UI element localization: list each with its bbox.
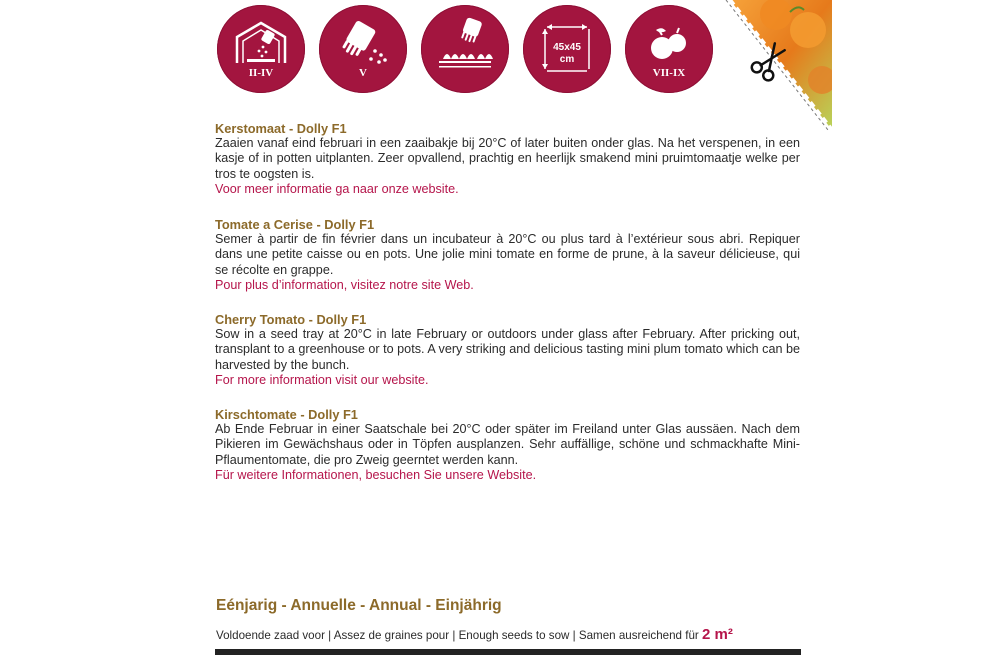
sowing-indoors-icon	[217, 5, 305, 93]
section-title: Cherry Tomato - Dolly F1	[215, 312, 367, 327]
corner-photo-cutline	[690, 0, 832, 135]
section-title: Kirschtomate - Dolly F1	[215, 407, 358, 422]
section-dutch	[215, 121, 800, 198]
sowing-indoors-label: II-IV	[248, 67, 274, 79]
section-english	[215, 312, 800, 389]
spacing-line1: 45x45	[553, 42, 581, 53]
website-link[interactable]: For more information visit our website.	[215, 373, 429, 388]
section-french	[215, 217, 800, 294]
section-title: Tomate a Cerise - Dolly F1	[215, 217, 375, 232]
bottom-bar	[215, 649, 801, 655]
spacing-icon	[523, 5, 611, 93]
annual-label: Eénjarig - Annuelle - Annual - Einjährig	[216, 597, 502, 614]
planting-out-icon	[421, 5, 509, 93]
section-body: Zaaien vanaf eind februari in een zaaibakje bij 20°C of later buiten onder glas. Na het verspenen, in een kasje of in potten uitplanten. Zeer opvallend, prachtig en heerlijk smakend mini pruimtomaatje welke per tros te oogsten is.	[215, 136, 800, 181]
website-link[interactable]: Pour plus d’information, visitez notre site Web.	[215, 278, 474, 293]
section-title: Kerstomaat - Dolly F1	[215, 121, 347, 136]
website-link[interactable]: Für weitere Informationen, besuchen Sie unsere Website.	[215, 468, 537, 483]
section-body: Ab Ende Februar in einer Saatschale bei 20°C oder später im Freiland unter Glas aussäen. Nach dem Pikieren im Gewächshaus oder in Töpfen ausplanzen. Sehr auffällige, schöne und schmackhafte Mini-Pflaumentomate, die pro Zweig geerntet werden kann.	[215, 422, 800, 467]
sowing-outdoors-icon	[319, 5, 407, 93]
section-body: Semer à partir de fin février dans un incubateur à 20°C ou plus tard à l’extérieur sous abri. Repiquer dans une petite caisse ou en pots. Une jolie mini tomate en forme de prune, à la saveur délicieuse, qui se récolte en grappe.	[215, 232, 800, 277]
seeds-text: Voldoende zaad voor | Assez de graines pour | Enough seeds to sow | Samen ausreichend für	[216, 629, 699, 642]
section-german	[215, 407, 800, 484]
seeds-sufficient-line	[216, 626, 733, 643]
section-body: Sow in a seed tray at 20°C in late February or outdoors under glass after February. After pricking out, transplant to a greenhouse or to pots. A very striking and delicious tasting mini plum tomato which can be harvested by the bunch.	[215, 327, 800, 372]
website-link[interactable]: Voor meer informatie ga naar onze website.	[215, 182, 459, 197]
harvest-label: VII-IX	[652, 67, 686, 79]
seeds-area: 2 m²	[702, 626, 733, 643]
sowing-outdoors-label: V	[359, 67, 367, 79]
spacing-line2: cm	[559, 54, 575, 65]
